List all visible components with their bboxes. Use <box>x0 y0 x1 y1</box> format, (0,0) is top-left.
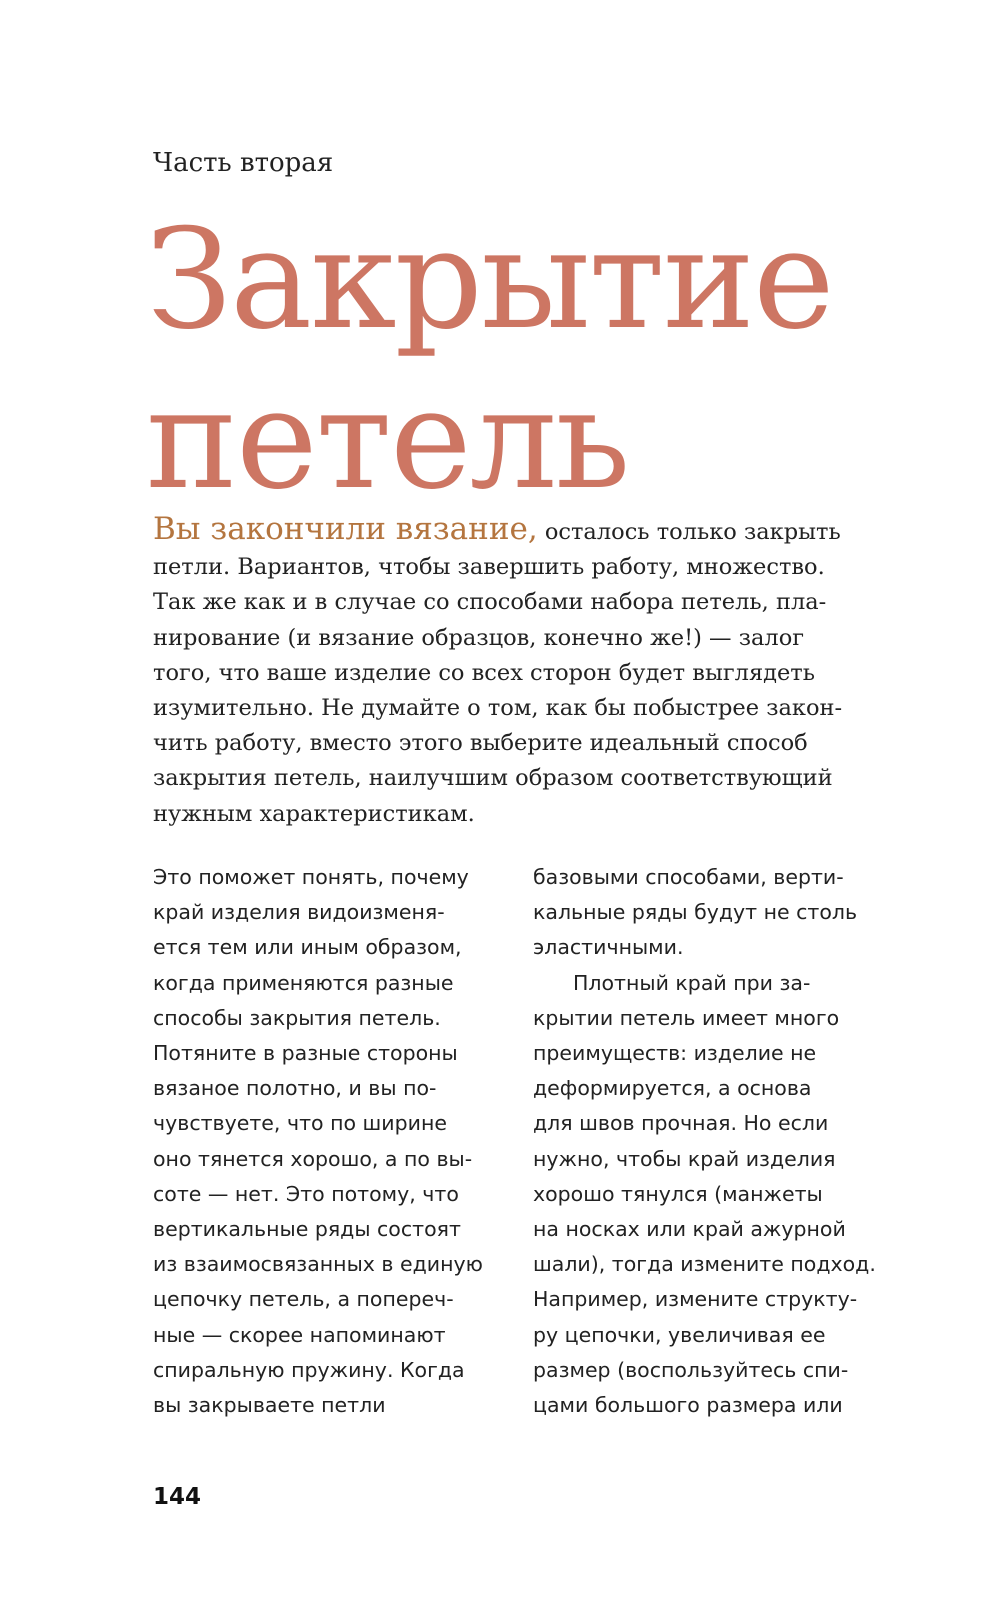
chapter-title-line-1: Закрытие <box>146 199 833 360</box>
intro-line: закрытия петель, наилучшим образом соответствующий <box>153 765 833 792</box>
body-column-right <box>533 860 893 1423</box>
intro-line: чить работу, вместо этого выберите идеальный способ <box>153 730 808 757</box>
body-line: преимуществ: изделие не <box>533 1041 817 1066</box>
body-line: из взаимосвязанных в единую <box>153 1252 483 1277</box>
intro-line: Так же как и в случае со способами набора петель, пла- <box>153 589 827 616</box>
body-line: цепочку петель, а попереч- <box>153 1287 454 1312</box>
body-line: Потяните в разные стороны <box>153 1041 458 1066</box>
body-line: соте — нет. Это потому, что <box>153 1181 459 1206</box>
body-line: ется тем или иным образом, <box>153 935 462 960</box>
body-line: хорошо тянулся (манжеты <box>533 1181 823 1206</box>
intro-line: нирование (и вязание образцов, конечно же!) — залог <box>153 624 805 651</box>
body-line: шали), тогда измените подход. <box>533 1252 876 1277</box>
body-line: цами большого размера или <box>533 1393 843 1418</box>
page-number: 144 <box>153 1484 202 1510</box>
part-label: Часть вторая <box>153 148 334 178</box>
body-line: эластичными. <box>533 935 684 960</box>
body-line: базовыми способами, верти- <box>533 865 844 889</box>
body-line: край изделия видоизменя- <box>153 900 445 925</box>
body-line: для швов прочная. Но если <box>533 1111 829 1136</box>
body-line: вертикальные ряды состоят <box>153 1217 461 1242</box>
intro-lead: Вы закончили вязание, <box>153 511 538 547</box>
intro-line: того, что ваше изделие со всех сторон будет выглядеть <box>153 659 816 686</box>
body-line: спиральную пружину. Когда <box>153 1357 465 1382</box>
body-line: способы закрытия петель. <box>153 1005 441 1030</box>
body-line: вы закрываете петли <box>153 1393 386 1418</box>
body-line: на носках или край ажурной <box>533 1217 846 1242</box>
body-line: оно тянется хорошо, а по вы- <box>153 1146 473 1171</box>
intro-line: петли. Вариантов, чтобы завершить работу, множество. <box>153 554 825 581</box>
chapter-title <box>146 200 833 520</box>
body-line: Например, измените структу- <box>533 1287 858 1312</box>
body-line: когда применяются разные <box>153 970 454 995</box>
body-line: вязаное полотно, и вы по- <box>153 1076 437 1101</box>
intro-line: изумительно. Не думайте о том, как бы побыстрее закон- <box>153 695 843 722</box>
body-line: Это поможет понять, почему <box>153 865 469 889</box>
intro-paragraph <box>153 512 883 832</box>
body-line: кальные ряды будут не столь <box>533 900 858 925</box>
body-line: деформируется, а основа <box>533 1076 812 1101</box>
body-line: нужно, чтобы край изделия <box>533 1146 836 1171</box>
body-column-left <box>153 860 503 1423</box>
body-line: Плотный край при за- <box>573 970 811 995</box>
body-line: крытии петель имеет много <box>533 1005 840 1030</box>
body-line: ные — скорее напоминают <box>153 1322 446 1347</box>
chapter-title-line-2: петель <box>146 359 629 520</box>
body-line: ру цепочки, увеличивая ее <box>533 1322 826 1347</box>
intro-line: нужным характеристикам. <box>153 800 475 827</box>
intro-line-rest: осталось только закрыть <box>537 519 841 545</box>
body-line: размер (воспользуйтесь спи- <box>533 1357 849 1382</box>
body-line: чувствуете, что по ширине <box>153 1111 447 1136</box>
intro-line <box>153 512 883 550</box>
